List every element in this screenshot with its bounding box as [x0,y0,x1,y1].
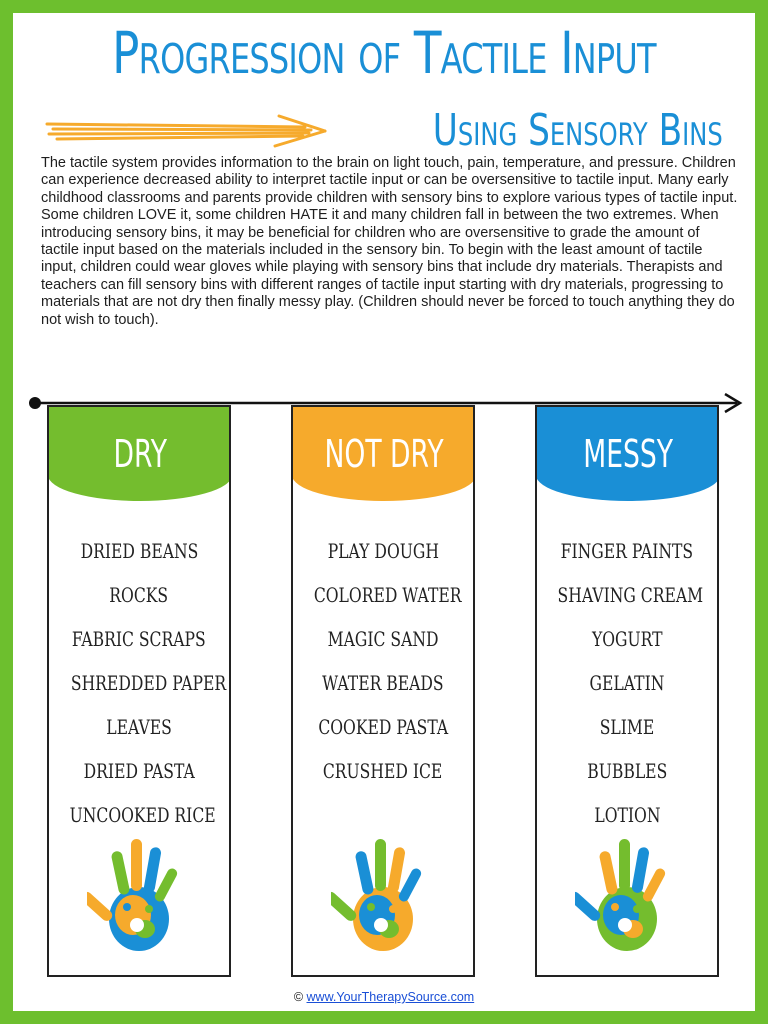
list-item: LEAVES [106,715,172,739]
copyright-symbol: © [293,990,304,1004]
column-dry-heading: DRY [113,432,167,476]
list-item: ROCKS [109,583,169,607]
column-not-dry [291,405,475,977]
column-messy-heading: MESSY [583,432,673,476]
list-item: GELATIN [589,671,665,695]
list-item: UNCOOKED RICE [69,803,216,827]
page-title: Progression of Tactile Input [112,19,656,87]
list-item: DRIED BEANS [80,539,198,563]
footer-link[interactable]: www.YourTherapySource.com [306,990,475,1004]
list-item: CRUSHED ICE [323,759,443,783]
intro-paragraph: The tactile system provides information to the brain on light touch, pain, temperature, and pressure. Children can experience decreased ability to interpret tactile input or can be oversensitive to tactile input. Many early childhood classrooms and parents provide children with sensory bins to explore various types of tactile input. Some children LOVE it, some children HATE it and many children fall in between the two extremes. When introducing sensory bins, it may be beneficial for children who are oversensitive to grade the amount of tactile input based on the materials included in the sensory bin. To begin with the least amount of tactile input, children could wear gloves while playing with sensory bins that include dry materials. Therapists and teachers can fill sensory bins with different ranges of tactile input starting with dry materials, progressing to materials that are not dry then finally messy play. (Children should never be forced to touch anything they do not wish to touch). [41,155,738,328]
list-item: BUBBLES [587,759,667,783]
list-item: FINGER PAINTS [560,539,694,563]
list-item: MAGIC SAND [327,627,439,651]
page-subtitle: Using Sensory Bins [433,105,723,156]
list-item: WATER BEADS [322,671,444,695]
column-dry-list [49,529,229,837]
column-dry-header [48,407,231,501]
page [13,13,755,1011]
list-item: COLORED WATER [313,583,462,607]
list-item: SHAVING CREAM [557,583,704,607]
list-item: DRIED PASTA [83,759,195,783]
column-messy [535,405,719,977]
list-item: FABRIC SCRAPS [72,627,206,651]
list-item: SHREDDED PAPER [70,671,227,695]
handprint-icon [87,837,191,957]
column-messy-header [536,407,719,501]
column-not-dry-list [293,529,473,793]
list-item: COOKED PASTA [318,715,448,739]
list-item: YOGURT [591,627,663,651]
handprint-icon [331,837,435,957]
column-messy-list [537,529,717,837]
list-item: PLAY DOUGH [327,539,439,563]
orange-arrow-icon [43,113,333,149]
column-not-dry-heading: NOT DRY [324,432,444,476]
list-item: SLIME [599,715,655,739]
footer [13,990,755,1004]
column-dry [47,405,231,977]
list-item: LOTION [593,803,661,827]
column-not-dry-header [292,407,475,501]
handprint-icon [575,837,679,957]
